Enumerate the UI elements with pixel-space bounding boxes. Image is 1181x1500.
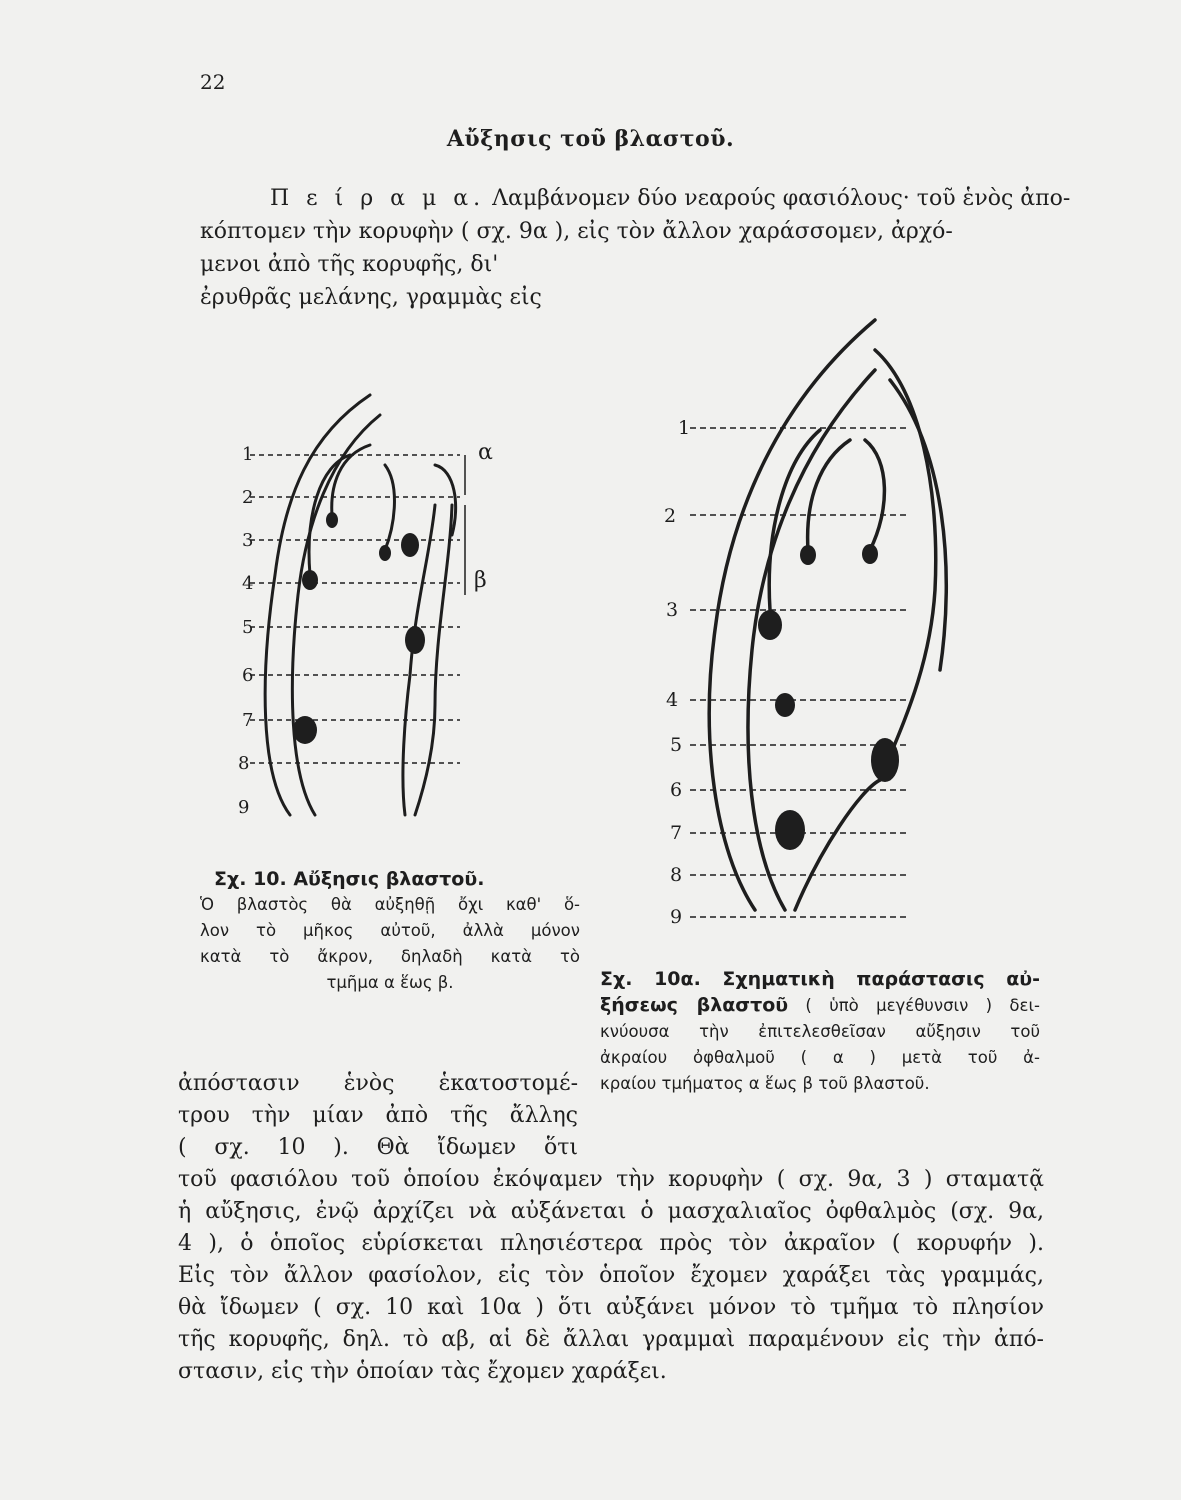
section-title: Αὔξησις τοῦ βλαστοῦ.: [446, 126, 735, 152]
fig10-line-number: 8: [238, 753, 250, 774]
caption-line: κνύουσα τὴν ἐπιτελεσθεῖσαν αὔξησιν τοῦ: [600, 1022, 1040, 1041]
figure-10a-caption-title: Σχ. 10α. Σχηματικὴ παράστασις αὐ-: [600, 968, 1040, 990]
text-line: στασιν, εἰς τὴν ὁποίαν τὰς ἔχομεν χαράξει.: [178, 1359, 667, 1384]
caption-line: τμῆμα α ἕως β.: [326, 973, 454, 992]
fig10-line-number: 5: [242, 617, 254, 638]
fig10-line-number: 2: [242, 487, 254, 508]
fig10a-line-number: 7: [670, 822, 683, 844]
body-paragraph: [178, 1164, 1044, 1388]
caption-line: Ὁ βλαστὸς θὰ αὐξηθῇ ὄχι καθ' ὅ-: [200, 895, 580, 914]
text-line: τρου τὴν μίαν ἀπὸ τῆς ἄλλης: [178, 1103, 578, 1128]
fig10-line-number: 1: [242, 444, 254, 465]
fig10a-line-number: 3: [666, 599, 679, 621]
text-line: ἀπόστασιν ἑνὸς ἑκατοστομέ-: [178, 1071, 578, 1096]
caption-line: κραίου τμήματος α ἕως β τοῦ βλαστοῦ.: [600, 1074, 930, 1093]
caption-line: κατὰ τὸ ἄκρον, δηλαδὴ κατὰ τὸ: [200, 947, 580, 966]
fig10-line-number: 9: [238, 797, 250, 818]
fig10-line-number: 3: [242, 530, 254, 551]
fig10-line-number: 6: [242, 665, 254, 686]
intro-line-1: Π ε ί ρ α μ α. Λαμβάνομεν δύο νεαρούς φασιόλους· τοῦ ἑνὸς ἀπο-: [270, 186, 1071, 211]
text-line: ( σχ. 10 ). Θὰ ἴδωμεν ὅτι: [178, 1135, 578, 1160]
intro-paragraph: [200, 182, 1071, 314]
figure-10a-illustration: [660, 310, 1040, 930]
text-line: ἡ αὔξησις, ἐνῷ ἀρχίζει νὰ αὐξάνεται ὁ μασχαλιαῖος ὀφθαλμὸς (σχ. 9α,: [178, 1199, 1044, 1224]
intro-line-4: ἐρυθρᾶς μελάνης, γραμμὰς εἰς: [200, 285, 542, 310]
left-column-text: [178, 1068, 578, 1164]
label-alpha: α: [478, 440, 493, 465]
fig10a-line-number: 4: [666, 689, 679, 711]
figure-10a-caption: [600, 966, 1040, 1097]
fig10-line-number: 4: [242, 573, 254, 594]
text-line: τῆς κορυφῆς, δηλ. τὸ αβ, αἱ δὲ ἄλλαι γραμμαὶ παραμένουν εἰς τὴν ἀπό-: [178, 1327, 1044, 1352]
caption-line: λον τὸ μῆκος αὐτοῦ, ἀλλὰ μόνον: [200, 921, 580, 940]
intro-line-2: κόπτομεν τὴν κορυφὴν ( σχ. 9α ), εἰς τὸν ἄλλον χαράσσομεν, ἀρχό-: [200, 219, 953, 244]
caption-line: ξήσεως βλαστοῦ ( ὑπὸ μεγέθυνσιν ) δει-: [600, 994, 1040, 1016]
intro-line-3: μενοι ἀπὸ τῆς κορυφῆς, δι': [200, 252, 499, 277]
fig10a-line-number: 5: [670, 734, 683, 756]
fig10a-line-number: 6: [670, 779, 683, 801]
caption-line: ἀκραίου ὀφθαλμοῦ ( α ) μετὰ τοῦ ἀ-: [600, 1048, 1040, 1067]
text-line: 4 ), ὁ ὁποῖος εὑρίσκεται πλησιέστερα πρὸς τὸν ἀκραῖον ( κορυφήν ).: [178, 1231, 1044, 1256]
text-line: τοῦ φασιόλου τοῦ ὁποίου ἐκόψαμεν τὴν κορυφὴν ( σχ. 9α, 3 ) σταματᾷ: [178, 1167, 1044, 1192]
fig10a-line-number: 2: [664, 505, 677, 527]
figure-10-illustration: [220, 375, 600, 835]
text-line: Εἰς τὸν ἄλλον φασίολον, εἰς τὸν ὁποῖον ἔχομεν χαράξει τὰς γραμμάς,: [178, 1263, 1044, 1288]
label-beta: β: [474, 568, 487, 593]
figure-10-caption: [200, 866, 580, 996]
fig10-line-number: 7: [242, 710, 254, 731]
fig10a-line-number: 8: [670, 864, 683, 886]
figure-10-caption-title: Σχ. 10. Αὔξησις βλαστοῦ.: [214, 868, 485, 890]
fig10a-line-number: 9: [670, 906, 683, 928]
fig10a-line-number: 1: [678, 417, 691, 439]
text-line: θὰ ἴδωμεν ( σχ. 10 καὶ 10α ) ὅτι αὐξάνει μόνον τὸ τμῆμα τὸ πλησίον: [178, 1295, 1044, 1320]
page-number: 22: [200, 70, 226, 94]
experiment-word: Π ε ί ρ α μ α.: [270, 186, 486, 211]
